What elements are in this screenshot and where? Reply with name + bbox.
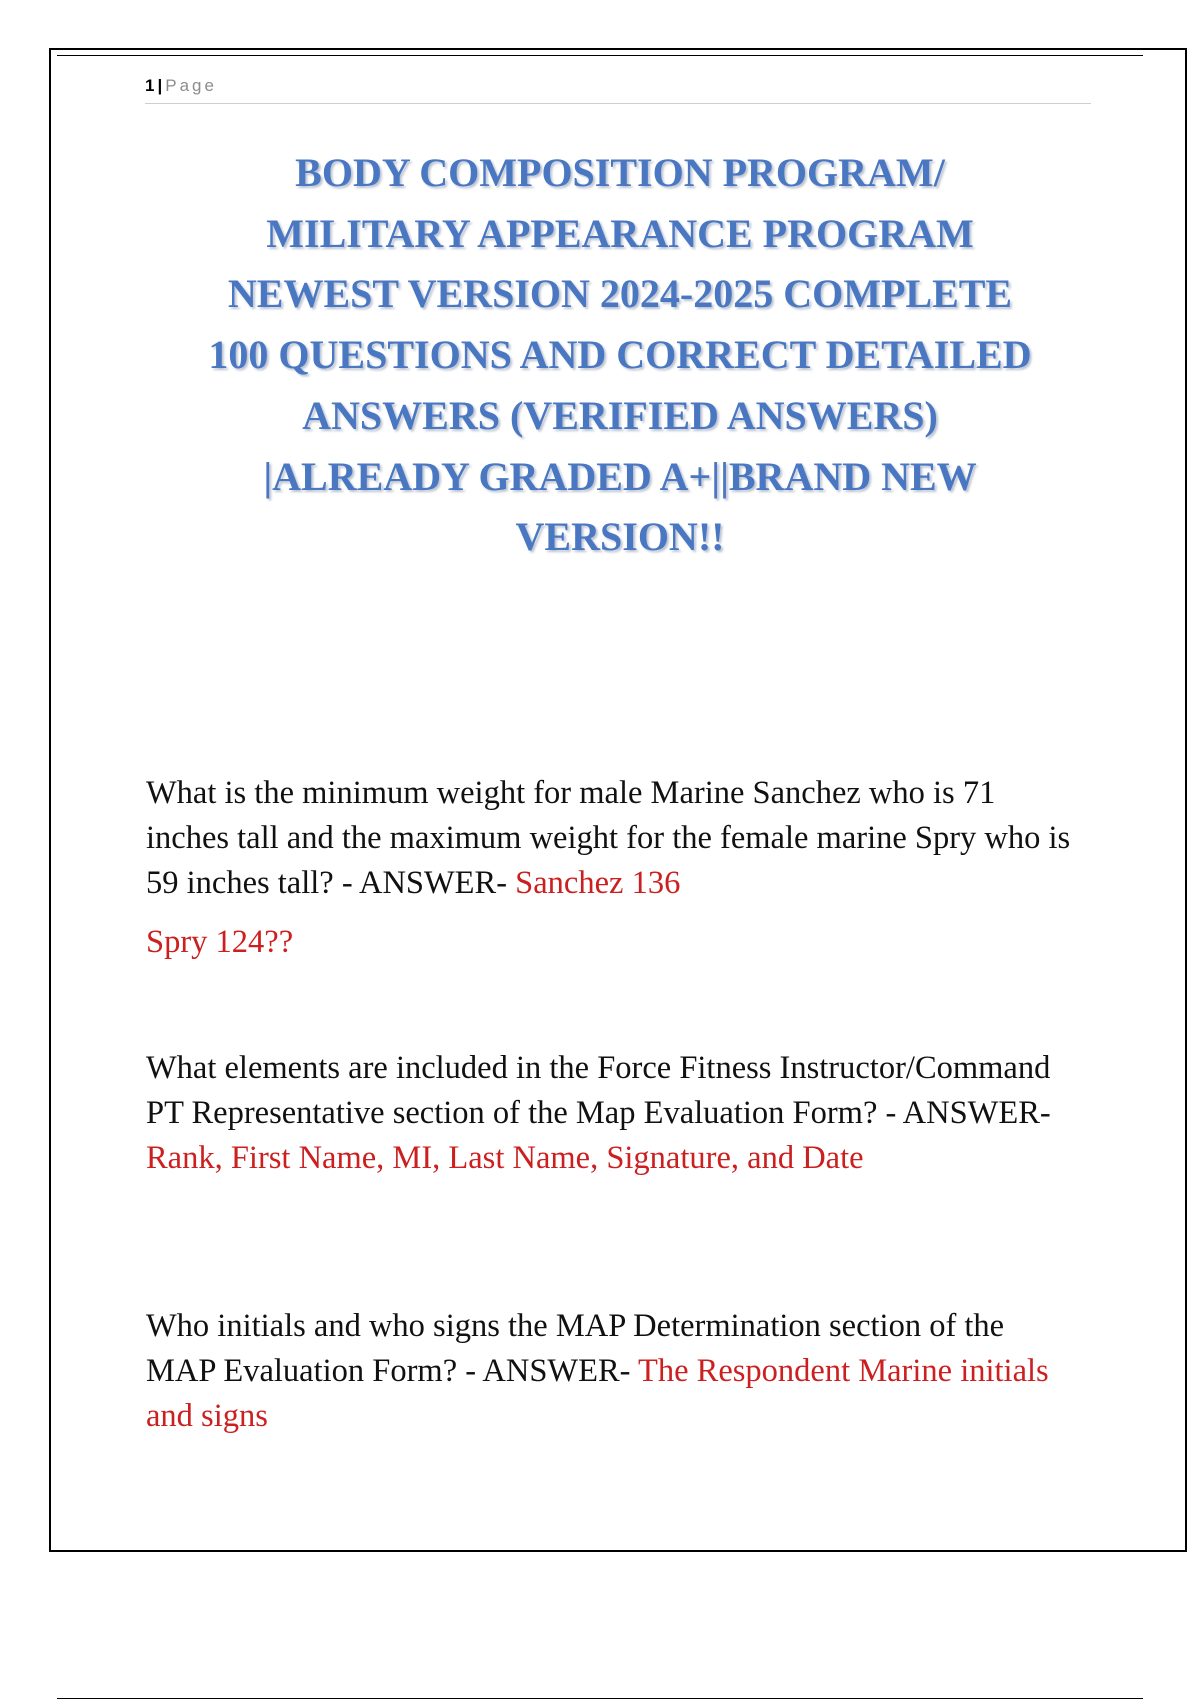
qa-item xyxy=(146,1304,1076,1439)
question-text: What elements are included in the Force Fitness Instructor/Command PT Representative section of the Map Evaluation Form? - ANSWER- xyxy=(146,1050,1051,1131)
answer-text: Rank, First Name, MI, Last Name, Signature, and Date xyxy=(146,1140,864,1176)
answer-text-extra: Spry 124?? xyxy=(146,924,294,960)
bottom-rule xyxy=(57,1698,1143,1699)
title-line: BODY COMPOSITION PROGRAM/ xyxy=(295,150,945,195)
page-separator: | xyxy=(157,76,163,95)
page-word: Page xyxy=(165,76,217,95)
title-line: ANSWERS (VERIFIED ANSWERS) xyxy=(302,392,938,438)
title-line: NEWEST VERSION 2024-2025 COMPLETE xyxy=(227,271,1013,317)
title-line: MILITARY APPEARANCE PROGRAM xyxy=(266,210,974,256)
document-title xyxy=(120,143,1120,568)
title-line: |ALREADY GRADED A+||BRAND NEW xyxy=(263,453,977,499)
page-number: 1 xyxy=(145,76,155,95)
page-header xyxy=(145,76,1091,104)
qa-item xyxy=(146,1046,1076,1181)
answer-text: Sanchez 136 xyxy=(515,865,681,901)
title-line: 100 QUESTIONS AND CORRECT DETAILED xyxy=(208,332,1032,378)
question-text: What is the minimum weight for male Marine Sanchez who is 71 inches tall and the maximum weight for the female marine Spry who is 59 inches tall? - ANSWER- xyxy=(146,775,1071,901)
top-rule xyxy=(57,55,1143,56)
title-line: VERSION!! xyxy=(515,514,725,560)
answer-text: The Respondent Marine initials and signs xyxy=(146,1353,1049,1434)
qa-item xyxy=(146,771,1076,965)
question-text: Who initials and who signs the MAP Determination section of the MAP Evaluation Form? - ANSWER- xyxy=(146,1308,1005,1389)
